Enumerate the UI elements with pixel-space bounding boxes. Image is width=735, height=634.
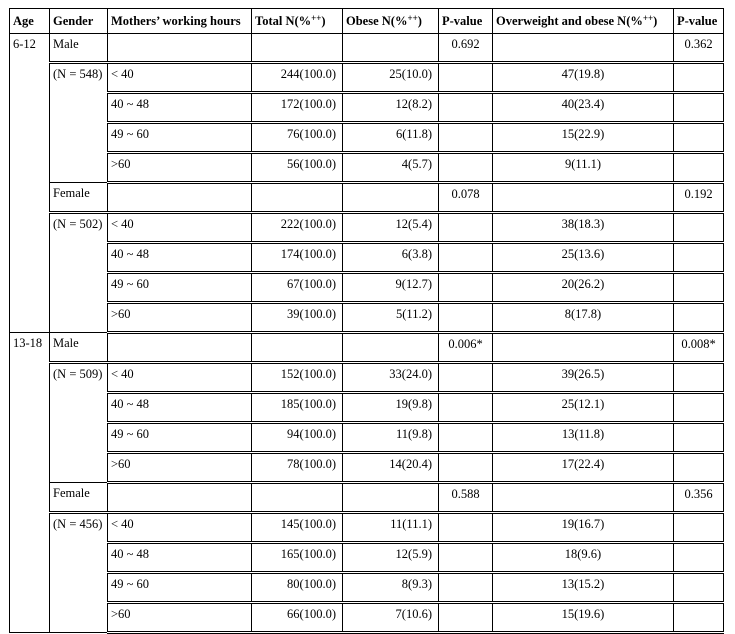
total-cell: 172(100.0) xyxy=(252,93,343,123)
age-cell xyxy=(10,363,50,393)
obesity-by-working-hours-table xyxy=(9,8,724,634)
table-row xyxy=(10,63,724,93)
gender-cell: Female xyxy=(50,483,108,513)
hours-cell xyxy=(108,483,252,513)
p-value-cell xyxy=(439,303,493,333)
obese-cell xyxy=(343,34,439,63)
p-value-cell xyxy=(439,393,493,423)
table-row xyxy=(10,123,724,153)
obese-cell: 6(3.8) xyxy=(343,243,439,273)
gender-cell xyxy=(50,153,108,183)
overweight-cell: 8(17.8) xyxy=(493,303,674,333)
age-cell xyxy=(10,513,50,543)
overweight-cell: 25(12.1) xyxy=(493,393,674,423)
p-value-cell: 0.588 xyxy=(439,483,493,513)
gender-cell xyxy=(50,423,108,453)
age-cell xyxy=(10,273,50,303)
p-value-cell: 0.008* xyxy=(674,333,724,363)
p-value-cell xyxy=(674,303,724,333)
p-value-cell xyxy=(439,63,493,93)
obese-header-label: Obese N(% xyxy=(346,14,408,28)
age-cell xyxy=(10,603,50,633)
total-header xyxy=(252,9,343,34)
obese-header-close: ) xyxy=(417,14,422,28)
p-value-cell xyxy=(674,423,724,453)
total-header-sup: ++ xyxy=(311,13,322,23)
overweight-cell: 18(9.6) xyxy=(493,543,674,573)
overweight-cell: 38(18.3) xyxy=(493,213,674,243)
age-cell xyxy=(10,243,50,273)
p-value-cell xyxy=(439,243,493,273)
overweight-header xyxy=(493,9,674,34)
age-cell xyxy=(10,483,50,513)
overweight-cell: 39(26.5) xyxy=(493,363,674,393)
overweight-cell: 40(23.4) xyxy=(493,93,674,123)
p-value-cell xyxy=(439,453,493,483)
total-header-close: ) xyxy=(321,14,326,28)
p-value-header-2: P-value xyxy=(674,9,724,34)
overweight-cell: 9(11.1) xyxy=(493,153,674,183)
table-row xyxy=(10,453,724,483)
p-value-cell xyxy=(439,603,493,633)
obese-cell: 6(11.8) xyxy=(343,123,439,153)
obese-cell: 11(11.1) xyxy=(343,513,439,543)
hours-cell: >60 xyxy=(108,453,252,483)
p-value-cell xyxy=(674,93,724,123)
overweight-cell: 15(19.6) xyxy=(493,603,674,633)
p-value-cell xyxy=(674,603,724,633)
total-cell: 66(100.0) xyxy=(252,603,343,633)
p-value-cell xyxy=(439,573,493,603)
p-value-cell xyxy=(674,393,724,423)
age-cell xyxy=(10,153,50,183)
p-value-cell xyxy=(439,93,493,123)
table-row xyxy=(10,573,724,603)
age-cell xyxy=(10,123,50,153)
age-cell xyxy=(10,393,50,423)
table-row xyxy=(10,423,724,453)
gender-cell: (N = 509) xyxy=(50,363,108,393)
overweight-header-label: Overweight and obese N(% xyxy=(496,14,643,28)
table-row xyxy=(10,183,724,213)
hours-cell: < 40 xyxy=(108,363,252,393)
p-value-cell: 0.006* xyxy=(439,333,493,363)
total-cell: 185(100.0) xyxy=(252,393,343,423)
gender-cell xyxy=(50,453,108,483)
hours-cell: 49 ~ 60 xyxy=(108,423,252,453)
obese-cell xyxy=(343,333,439,363)
obese-header xyxy=(343,9,439,34)
p-value-cell xyxy=(439,513,493,543)
table-row xyxy=(10,513,724,543)
obese-cell xyxy=(343,483,439,513)
p-value-cell xyxy=(439,543,493,573)
total-cell: 222(100.0) xyxy=(252,213,343,243)
overweight-header-close: ) xyxy=(653,14,658,28)
gender-cell: (N = 456) xyxy=(50,513,108,543)
total-header-label: Total N(% xyxy=(255,14,312,28)
hours-cell xyxy=(108,183,252,213)
p-value-cell xyxy=(439,213,493,243)
total-cell: 165(100.0) xyxy=(252,543,343,573)
table-row xyxy=(10,153,724,183)
hours-cell xyxy=(108,34,252,63)
gender-cell: Male xyxy=(50,333,108,363)
total-cell: 67(100.0) xyxy=(252,273,343,303)
total-cell: 174(100.0) xyxy=(252,243,343,273)
p-value-cell xyxy=(674,153,724,183)
total-cell xyxy=(252,183,343,213)
hours-cell: 40 ~ 48 xyxy=(108,93,252,123)
gender-cell xyxy=(50,543,108,573)
total-cell xyxy=(252,483,343,513)
p-value-cell xyxy=(439,153,493,183)
hours-cell: 40 ~ 48 xyxy=(108,393,252,423)
p-value-cell xyxy=(439,363,493,393)
overweight-cell xyxy=(493,34,674,63)
p-value-cell xyxy=(674,573,724,603)
hours-cell: 49 ~ 60 xyxy=(108,573,252,603)
p-value-cell xyxy=(674,123,724,153)
gender-cell xyxy=(50,93,108,123)
table-row xyxy=(10,483,724,513)
table-row xyxy=(10,93,724,123)
total-cell: 80(100.0) xyxy=(252,573,343,603)
p-value-cell: 0.078 xyxy=(439,183,493,213)
table-body xyxy=(10,34,724,633)
overweight-cell xyxy=(493,333,674,363)
p-value-cell xyxy=(674,363,724,393)
obese-cell: 5(11.2) xyxy=(343,303,439,333)
gender-cell xyxy=(50,243,108,273)
hours-cell: >60 xyxy=(108,303,252,333)
total-cell xyxy=(252,333,343,363)
obese-cell: 12(8.2) xyxy=(343,93,439,123)
gender-cell xyxy=(50,573,108,603)
obese-header-sup: ++ xyxy=(407,13,418,23)
overweight-header-sup: ++ xyxy=(642,13,654,23)
obese-cell: 9(12.7) xyxy=(343,273,439,303)
p-value-cell xyxy=(439,123,493,153)
age-cell xyxy=(10,573,50,603)
overweight-cell: 47(19.8) xyxy=(493,63,674,93)
total-cell xyxy=(252,34,343,63)
p-value-cell: 0.692 xyxy=(439,34,493,63)
total-cell: 39(100.0) xyxy=(252,303,343,333)
obese-cell: 4(5.7) xyxy=(343,153,439,183)
age-header: Age xyxy=(10,9,50,34)
hours-cell: >60 xyxy=(108,603,252,633)
overweight-cell: 17(22.4) xyxy=(493,453,674,483)
age-cell xyxy=(10,453,50,483)
obese-cell: 33(24.0) xyxy=(343,363,439,393)
table-row xyxy=(10,34,724,63)
hours-cell: >60 xyxy=(108,153,252,183)
p-value-cell xyxy=(674,543,724,573)
age-cell xyxy=(10,63,50,93)
table-row xyxy=(10,543,724,573)
age-cell xyxy=(10,93,50,123)
total-cell: 152(100.0) xyxy=(252,363,343,393)
p-value-cell xyxy=(674,243,724,273)
p-value-cell xyxy=(674,513,724,543)
total-cell: 56(100.0) xyxy=(252,153,343,183)
hours-cell: 40 ~ 48 xyxy=(108,243,252,273)
gender-cell: Male xyxy=(50,34,108,63)
gender-cell xyxy=(50,603,108,633)
age-cell xyxy=(10,423,50,453)
gender-header: Gender xyxy=(50,9,108,34)
overweight-cell: 13(15.2) xyxy=(493,573,674,603)
hours-cell: 40 ~ 48 xyxy=(108,543,252,573)
gender-cell: (N = 502) xyxy=(50,213,108,243)
table-row xyxy=(10,273,724,303)
p-value-cell xyxy=(674,213,724,243)
header-row xyxy=(10,9,724,34)
p-value-cell xyxy=(439,273,493,303)
age-cell: 6-12 xyxy=(10,34,50,63)
age-cell xyxy=(10,213,50,243)
hours-cell: 49 ~ 60 xyxy=(108,273,252,303)
hours-header: Mothers’ working hours xyxy=(108,9,252,34)
gender-cell xyxy=(50,273,108,303)
gender-cell xyxy=(50,123,108,153)
p-value-cell: 0.192 xyxy=(674,183,724,213)
total-cell: 244(100.0) xyxy=(252,63,343,93)
age-cell xyxy=(10,543,50,573)
hours-cell: < 40 xyxy=(108,213,252,243)
hours-cell: < 40 xyxy=(108,513,252,543)
table-row xyxy=(10,363,724,393)
overweight-cell: 15(22.9) xyxy=(493,123,674,153)
obese-cell: 25(10.0) xyxy=(343,63,439,93)
total-cell: 78(100.0) xyxy=(252,453,343,483)
total-cell: 94(100.0) xyxy=(252,423,343,453)
gender-cell: (N = 548) xyxy=(50,63,108,93)
p-value-cell xyxy=(674,63,724,93)
p-value-cell xyxy=(674,453,724,483)
age-cell xyxy=(10,183,50,213)
table-row xyxy=(10,393,724,423)
obese-cell: 11(9.8) xyxy=(343,423,439,453)
p-value-cell xyxy=(674,273,724,303)
overweight-cell xyxy=(493,183,674,213)
table-row xyxy=(10,213,724,243)
p-value-cell: 0.356 xyxy=(674,483,724,513)
p-value-cell: 0.362 xyxy=(674,34,724,63)
table-row xyxy=(10,333,724,363)
gender-cell xyxy=(50,303,108,333)
obese-cell: 19(9.8) xyxy=(343,393,439,423)
hours-cell xyxy=(108,333,252,363)
total-cell: 145(100.0) xyxy=(252,513,343,543)
total-cell: 76(100.0) xyxy=(252,123,343,153)
obese-cell: 8(9.3) xyxy=(343,573,439,603)
hours-cell: < 40 xyxy=(108,63,252,93)
obese-cell: 12(5.4) xyxy=(343,213,439,243)
obese-cell xyxy=(343,183,439,213)
obese-cell: 12(5.9) xyxy=(343,543,439,573)
hours-cell: 49 ~ 60 xyxy=(108,123,252,153)
obese-cell: 7(10.6) xyxy=(343,603,439,633)
table-row xyxy=(10,303,724,333)
overweight-cell: 20(26.2) xyxy=(493,273,674,303)
p-value-cell xyxy=(439,423,493,453)
overweight-cell: 19(16.7) xyxy=(493,513,674,543)
age-cell xyxy=(10,303,50,333)
overweight-cell xyxy=(493,483,674,513)
gender-cell xyxy=(50,393,108,423)
table-row xyxy=(10,243,724,273)
overweight-cell: 25(13.6) xyxy=(493,243,674,273)
overweight-cell: 13(11.8) xyxy=(493,423,674,453)
table-row xyxy=(10,603,724,633)
gender-cell: Female xyxy=(50,183,108,213)
p-value-header-1: P-value xyxy=(439,9,493,34)
age-cell: 13-18 xyxy=(10,333,50,363)
obese-cell: 14(20.4) xyxy=(343,453,439,483)
